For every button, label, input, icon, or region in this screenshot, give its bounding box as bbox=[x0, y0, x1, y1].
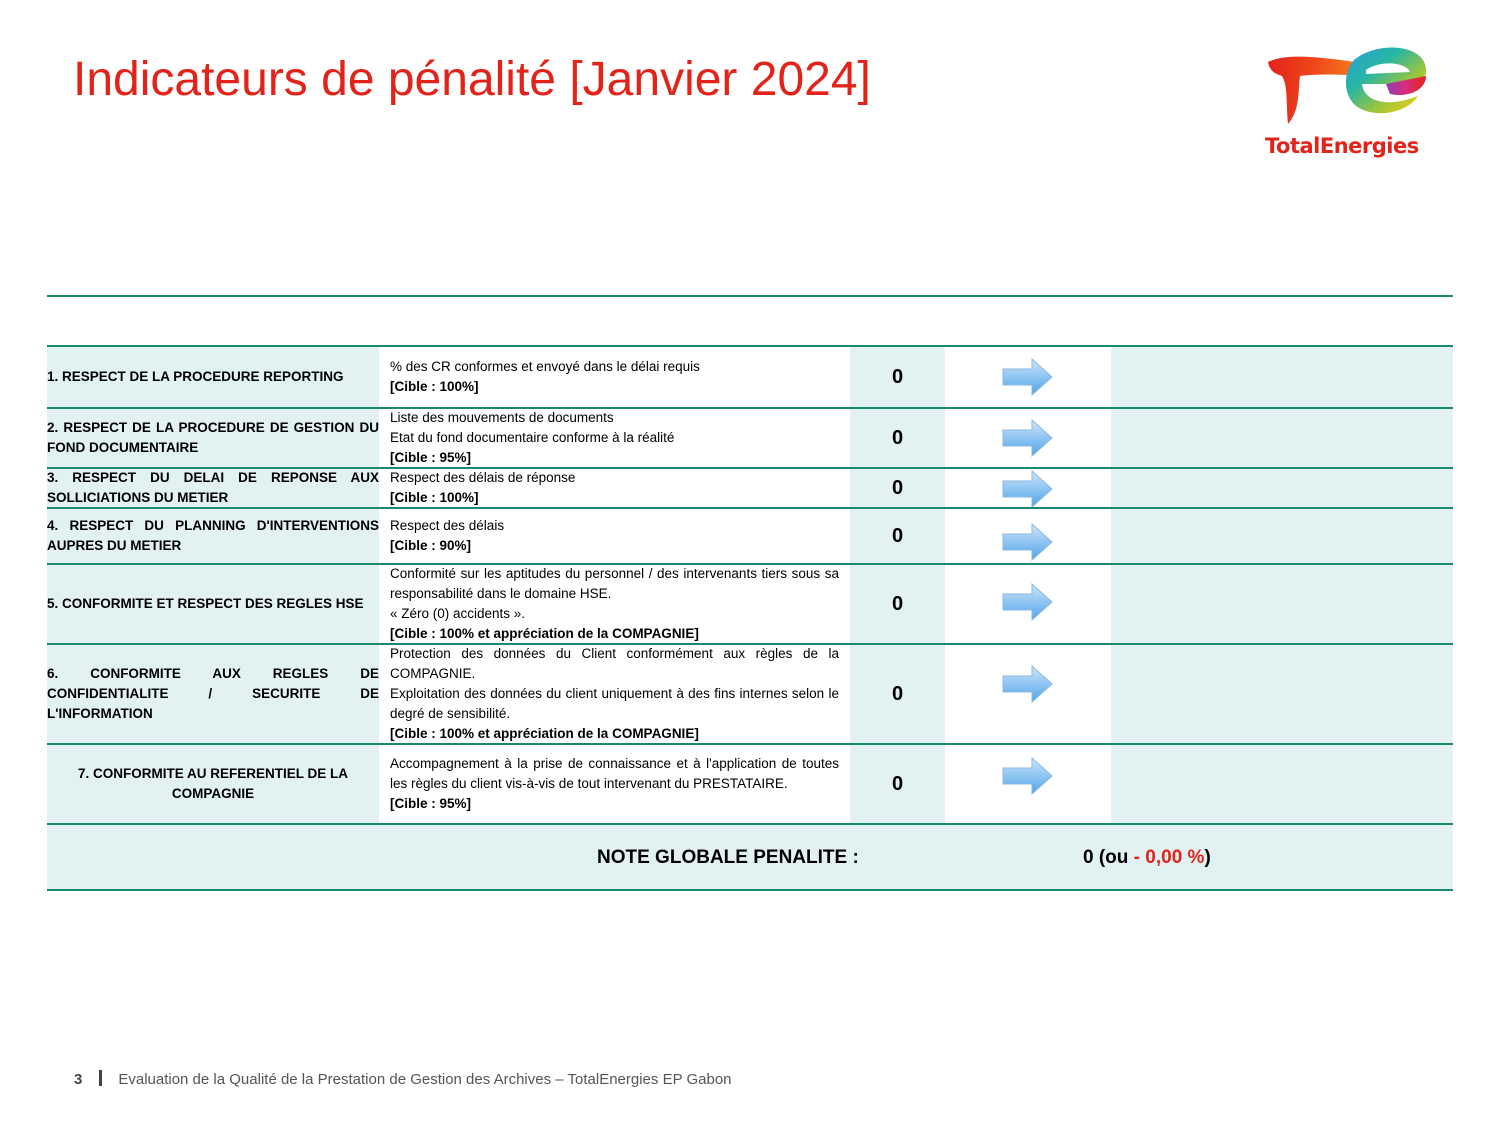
description-line: Exploitation des données du client uniquement à des fins internes selon le degré de sensibilité. bbox=[390, 686, 839, 721]
footer-text: Evaluation de la Qualité de la Prestation de Gestion des Archives – TotalEnergies EP Gabon bbox=[118, 1071, 732, 1088]
comment-cell bbox=[1111, 645, 1453, 743]
description-line: Conformité sur les aptitudes du personnel / des intervenants tiers sous sa responsabilité dans le domaine HSE. bbox=[390, 566, 839, 601]
table-row bbox=[47, 345, 1453, 407]
description-line: Respect des délais bbox=[390, 518, 505, 533]
description-line: Protection des données du Client conformément aux règles de la COMPAGNIE. bbox=[390, 646, 839, 681]
description-line: Respect des délais de réponse bbox=[390, 470, 576, 485]
description-line: « Zéro (0) accidents ». bbox=[390, 606, 526, 621]
indicator-label: 2. RESPECT DE LA PROCEDURE DE GESTION DU FOND DOCUMENTAIRE bbox=[47, 420, 379, 455]
description-cell bbox=[379, 409, 850, 467]
page-title: Indicateurs de pénalité [Janvier 2024] bbox=[73, 53, 871, 106]
right-arrow-icon bbox=[1002, 665, 1054, 703]
indicator-cell bbox=[47, 565, 379, 643]
indicator-label: 1. RESPECT DE LA PROCEDURE REPORTING bbox=[47, 369, 344, 384]
table-row bbox=[47, 643, 1453, 743]
trend-cell bbox=[945, 645, 1111, 743]
indicator-cell bbox=[47, 469, 379, 507]
target-label: [Cible : 100%] bbox=[390, 490, 479, 505]
trend-cell bbox=[945, 409, 1111, 467]
description-line: Accompagnement à la prise de connaissance et à l'application de toutes les règles du client vis-à-vis de tout intervenant du PRESTATAIRE. bbox=[390, 756, 839, 791]
description-line: Etat du fond documentaire conforme à la réalité bbox=[390, 430, 675, 445]
penalty-table bbox=[47, 345, 1453, 891]
table-row bbox=[47, 743, 1453, 823]
description-line: % des CR conformes et envoyé dans le délai requis bbox=[390, 359, 700, 374]
comment-cell bbox=[1111, 469, 1453, 507]
right-arrow-icon bbox=[1002, 419, 1054, 457]
comment-cell bbox=[1111, 745, 1453, 823]
trend-cell bbox=[945, 509, 1111, 563]
indicator-cell bbox=[47, 645, 379, 743]
score-value: 0 bbox=[850, 509, 945, 563]
target-label: [Cible : 95%] bbox=[390, 450, 472, 465]
target-label: [Cible : 100% et appréciation de la COMPAGNIE] bbox=[390, 626, 699, 641]
indicator-label: 5. CONFORMITE ET RESPECT DES REGLES HSE bbox=[47, 596, 364, 611]
indicator-cell bbox=[47, 745, 379, 823]
score-value: 0 bbox=[850, 409, 945, 467]
target-label: [Cible : 95%] bbox=[390, 796, 472, 811]
global-score-percent: - 0,00 % bbox=[1133, 847, 1205, 868]
page-footer bbox=[74, 1070, 732, 1088]
table-row bbox=[47, 507, 1453, 563]
description-cell bbox=[379, 509, 850, 563]
indicator-label: 7. CONFORMITE AU REFERENTIEL DE LA COMPAGNIE bbox=[77, 766, 348, 801]
right-arrow-icon bbox=[1002, 358, 1054, 396]
target-label: [Cible : 100%] bbox=[390, 379, 479, 394]
indicator-cell bbox=[47, 409, 379, 467]
indicator-cell bbox=[47, 509, 379, 563]
global-score-suffix: ) bbox=[1204, 847, 1211, 868]
comment-cell bbox=[1111, 509, 1453, 563]
logo-wordmark: TotalEnergies bbox=[1265, 134, 1419, 158]
description-cell bbox=[379, 645, 850, 743]
trend-cell bbox=[945, 347, 1111, 407]
global-score-prefix: 0 (ou bbox=[1083, 847, 1134, 868]
header-divider bbox=[47, 295, 1453, 297]
target-label: [Cible : 90%] bbox=[390, 538, 472, 553]
score-value: 0 bbox=[850, 645, 945, 743]
score-value: 0 bbox=[850, 347, 945, 407]
description-cell bbox=[379, 565, 850, 643]
trend-cell bbox=[945, 565, 1111, 643]
global-score-row bbox=[47, 823, 1453, 891]
table-row bbox=[47, 563, 1453, 643]
indicator-label: 6. CONFORMITE AUX REGLES DE CONFIDENTIALITE / SECURITE DE L'INFORMATION bbox=[47, 666, 379, 721]
comment-cell bbox=[1111, 409, 1453, 467]
description-line: Liste des mouvements de documents bbox=[390, 410, 614, 425]
indicator-label: 3. RESPECT DU DELAI DE REPONSE AUX SOLLICIATIONS DU METIER bbox=[47, 470, 379, 505]
score-value: 0 bbox=[850, 565, 945, 643]
right-arrow-icon bbox=[1002, 757, 1054, 795]
description-cell bbox=[379, 745, 850, 823]
score-value: 0 bbox=[850, 745, 945, 823]
table-row bbox=[47, 407, 1453, 467]
comment-cell bbox=[1111, 347, 1453, 407]
global-score-label: NOTE GLOBALE PENALITE : bbox=[597, 847, 859, 868]
indicator-cell bbox=[47, 347, 379, 407]
right-arrow-icon bbox=[1002, 470, 1054, 508]
trend-cell bbox=[945, 469, 1111, 507]
page-number: 3 bbox=[74, 1071, 83, 1088]
right-arrow-icon bbox=[1002, 583, 1054, 621]
score-value: 0 bbox=[850, 469, 945, 507]
table-row bbox=[47, 467, 1453, 507]
footer-separator bbox=[99, 1070, 102, 1086]
global-score-value bbox=[1083, 847, 1211, 869]
trend-cell bbox=[945, 745, 1111, 823]
comment-cell bbox=[1111, 565, 1453, 643]
description-cell bbox=[379, 469, 850, 507]
indicator-label: 4. RESPECT DU PLANNING D'INTERVENTIONS AUPRES DU METIER bbox=[47, 518, 379, 553]
right-arrow-icon bbox=[1002, 523, 1054, 561]
description-cell bbox=[379, 347, 850, 407]
target-label: [Cible : 100% et appréciation de la COMPAGNIE] bbox=[390, 726, 699, 741]
